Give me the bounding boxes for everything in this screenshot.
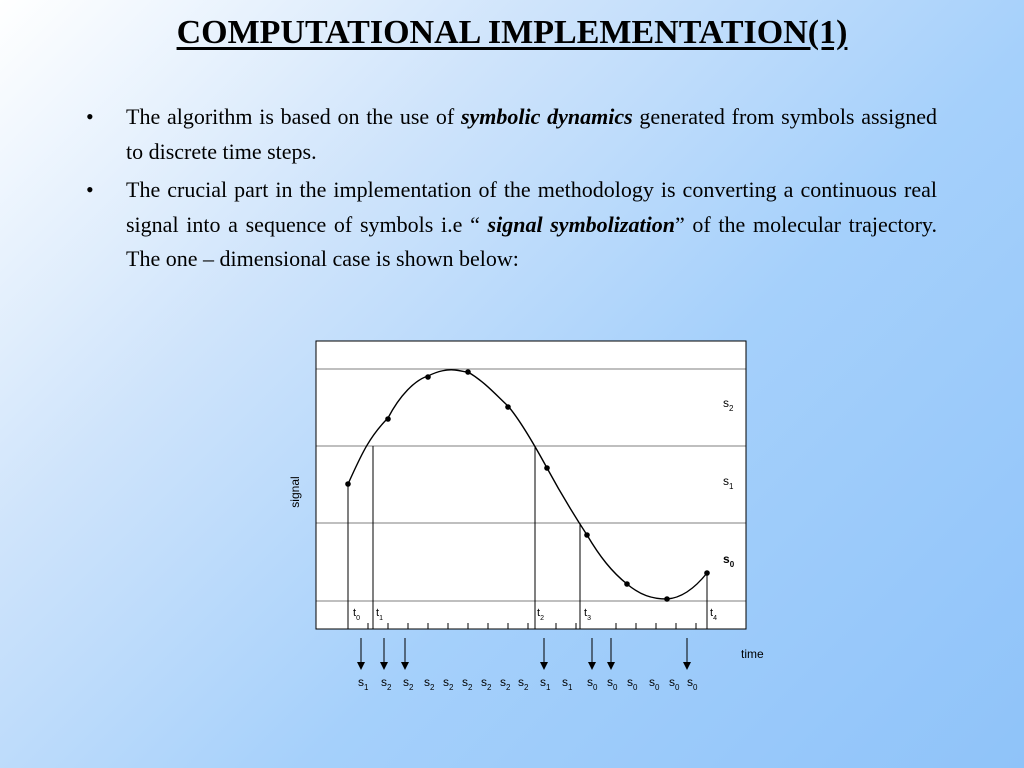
bullet-marker: • bbox=[86, 177, 94, 202]
arrowhead bbox=[607, 662, 615, 670]
time-marker-label: $t_2$ bbox=[537, 607, 544, 622]
y-axis-label: signal bbox=[288, 476, 302, 508]
symbol-label: $s_2$ bbox=[381, 675, 392, 692]
x-axis-label: time bbox=[741, 647, 764, 661]
symbol-label: $s_2$ bbox=[462, 675, 473, 692]
symbol-label: $s_2$ bbox=[443, 675, 454, 692]
arrowhead bbox=[357, 662, 365, 670]
sample-point bbox=[624, 581, 630, 587]
symbol-label: $s_2$ bbox=[481, 675, 492, 692]
symbol-label: $s_0$ bbox=[669, 675, 680, 692]
sample-point bbox=[704, 570, 710, 576]
slide-title: COMPUTATIONAL IMPLEMENTATION(1) bbox=[176, 14, 848, 51]
time-marker-label: $t_3$ bbox=[584, 607, 591, 622]
bullet-text: ” of the molecular trajectory. The one – dimensional case is shown below: bbox=[126, 211, 937, 271]
symbol-label: $s_0$ bbox=[627, 675, 638, 692]
sample-point bbox=[505, 404, 511, 410]
symbol-label: $s_1$ bbox=[540, 675, 551, 692]
time-marker-label: $t_1$ bbox=[376, 607, 383, 622]
region-label-s2: $s_2$ bbox=[723, 396, 734, 413]
sample-point bbox=[584, 532, 590, 538]
arrowhead bbox=[380, 662, 388, 670]
symbol-label: $s_2$ bbox=[403, 675, 414, 692]
arrowhead bbox=[540, 662, 548, 670]
symbol-sequence bbox=[358, 675, 698, 692]
sample-point bbox=[465, 369, 471, 375]
sample-point bbox=[425, 374, 431, 380]
symbol-arrows bbox=[357, 638, 691, 670]
sample-point bbox=[385, 416, 391, 422]
symbol-label: $s_2$ bbox=[500, 675, 511, 692]
symbol-label: $s_2$ bbox=[424, 675, 435, 692]
symbol-label: $s_1$ bbox=[562, 675, 573, 692]
symbol-label: $s_0$ bbox=[687, 675, 698, 692]
region-label-s0: $s_0$ bbox=[723, 552, 735, 569]
symbol-label: $s_2$ bbox=[518, 675, 529, 692]
arrowhead bbox=[683, 662, 691, 670]
sample-point bbox=[345, 481, 351, 487]
symbol-label: $s_0$ bbox=[587, 675, 598, 692]
time-marker-label: $t_0$ bbox=[353, 607, 360, 622]
symbol-label: $s_0$ bbox=[649, 675, 660, 692]
bullet-text: generated from symbols assigned to discrete time steps. bbox=[126, 104, 937, 164]
time-marker-label: $t_4$ bbox=[710, 607, 717, 622]
bullet-text: The crucial part in the implementation of the methodology is converting a continuous real signal into a sequence of symbols i.e “ bbox=[126, 177, 937, 237]
region-label-s1: $s_1$ bbox=[723, 474, 734, 491]
bullet-emphasis: symbolic dynamics bbox=[460, 104, 633, 129]
symbol-label: $s_0$ bbox=[607, 675, 618, 692]
bullet-marker: • bbox=[86, 104, 94, 129]
bullet-text: The algorithm is based on the use of bbox=[126, 104, 461, 129]
symbol-label: $s_1$ bbox=[358, 675, 369, 692]
sample-point bbox=[664, 596, 670, 602]
plot-frame bbox=[316, 341, 746, 629]
arrowhead bbox=[588, 662, 596, 670]
bullet-emphasis: signal symbolization bbox=[487, 211, 675, 237]
sample-point bbox=[544, 465, 550, 471]
arrowhead bbox=[401, 662, 409, 670]
